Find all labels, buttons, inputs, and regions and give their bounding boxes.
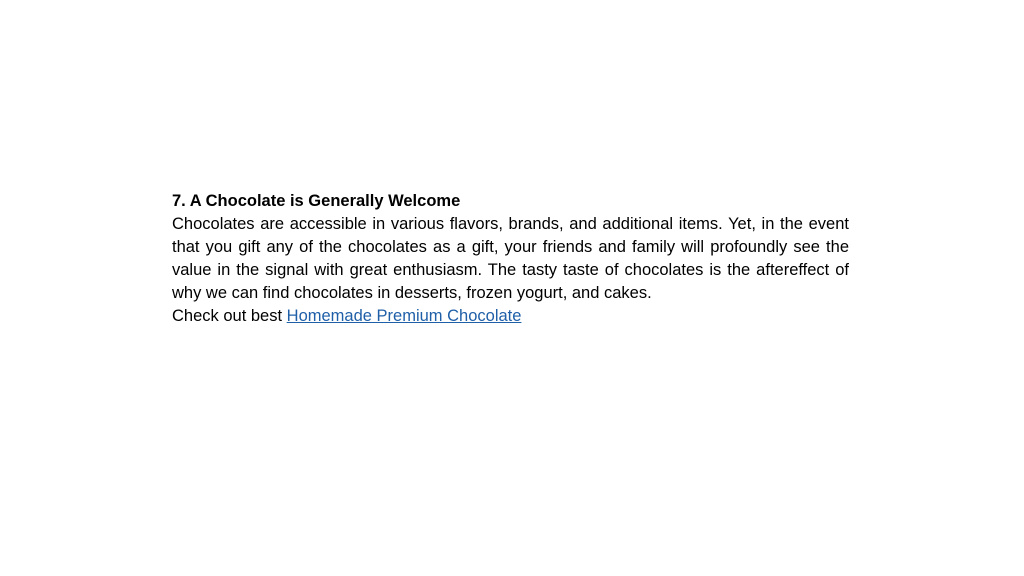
section-heading: 7. A Chocolate is Generally Welcome [172, 192, 461, 210]
cta-prefix-text: Check out best [172, 307, 283, 325]
cta-line [172, 305, 849, 328]
section-body-paragraph: Chocolates are accessible in various flavors, brands, and additional items. Yet, in the event that you gift any of the chocolates as a gift, your friends and family will profoundly see the value in the signal with great enthusiasm. The tasty taste of chocolates is the aftereffect of why we can find chocolates in desserts, frozen yogurt, and cakes. [172, 215, 849, 302]
homemade-premium-chocolate-link[interactable]: Homemade Premium Chocolate [286, 307, 522, 325]
content-text-block [172, 190, 849, 328]
